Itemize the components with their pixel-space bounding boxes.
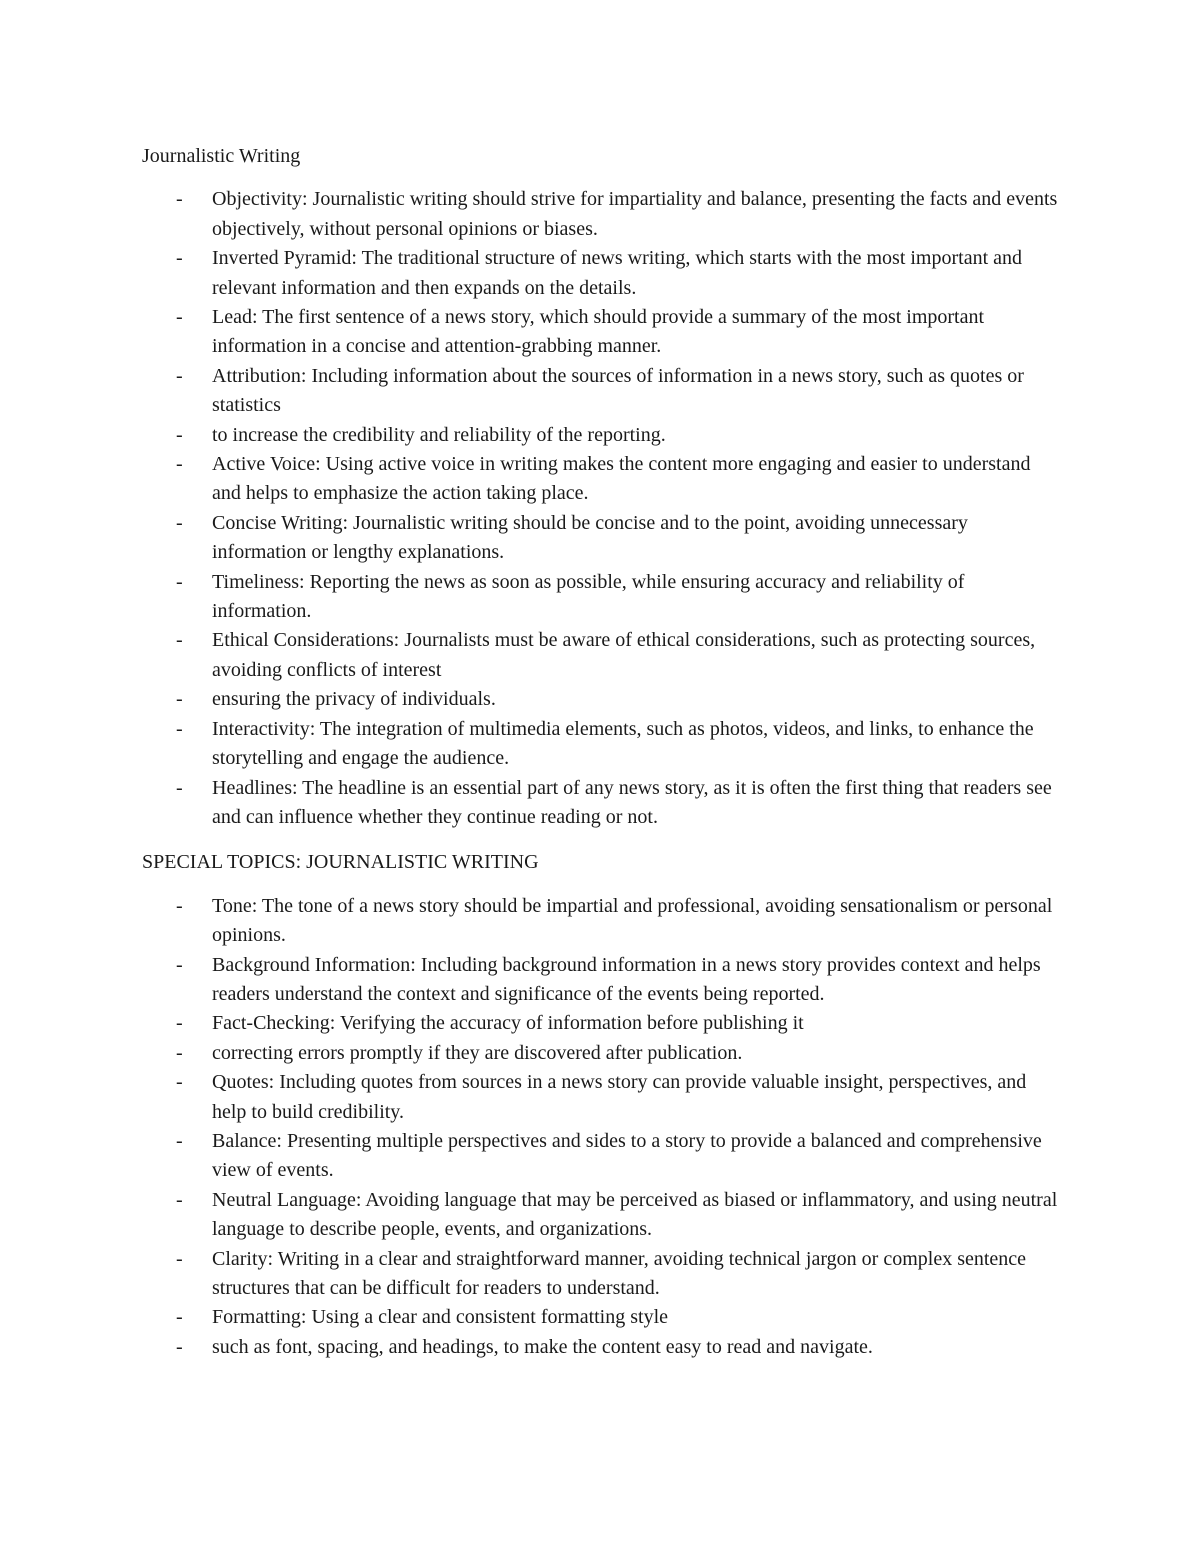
bullet-dash: - <box>176 188 183 211</box>
list-item <box>142 951 1062 1010</box>
bullet-dash: - <box>176 1012 183 1035</box>
bullet-dash: - <box>176 1188 183 1211</box>
section-heading: SPECIAL TOPICS: JOURNALISTIC WRITING <box>142 851 539 874</box>
bullet-dash: - <box>176 511 183 534</box>
list-item-text: Balance: Presenting multiple perspectives and sides to a story to provide a balanced and comprehensive view of events. <box>212 1129 1042 1182</box>
list-item-text: Timeliness: Reporting the news as soon as possible, while ensuring accuracy and reliability of information. <box>212 570 965 623</box>
list-item <box>142 1068 1062 1127</box>
bullet-dash: - <box>176 776 183 799</box>
list-item <box>142 715 1062 774</box>
bullet-dash: - <box>176 629 183 652</box>
list-item-text: Headlines: The headline is an essential part of any news story, as it is often the first thing that readers see and can influence whether they continue reading or not. <box>212 776 1052 828</box>
list-item <box>142 626 1062 685</box>
list-item <box>142 1127 1062 1186</box>
bullet-dash: - <box>176 453 183 476</box>
bullet-dash: - <box>176 570 183 593</box>
section-heading: Journalistic Writing <box>142 145 301 167</box>
bullet-dash: - <box>176 717 183 740</box>
bullet-dash: - <box>176 423 183 446</box>
list-item-text: ensuring the privacy of individuals. <box>212 688 496 711</box>
bullet-dash: - <box>176 1041 183 1064</box>
list-item-text: to increase the credibility and reliability of the reporting. <box>212 423 666 446</box>
list-item-text: Fact-Checking: Verifying the accuracy of information before publishing it <box>212 1012 804 1035</box>
list-item-text: Interactivity: The integration of multimedia elements, such as photos, videos, and links, to enhance the storytelling and engage the audience. <box>212 717 1034 770</box>
list-item-text: such as font, spacing, and headings, to make the content easy to read and navigate. <box>212 1335 873 1358</box>
bullet-dash: - <box>176 688 183 711</box>
list-item <box>142 450 1062 509</box>
list-item <box>142 568 1062 627</box>
list-item <box>142 509 1062 568</box>
bullet-dash: - <box>176 364 183 387</box>
list-item-text: Clarity: Writing in a clear and straightforward manner, avoiding technical jargon or complex sentence structures that can be difficult for readers to understand. <box>212 1247 1027 1299</box>
list-item-text: Objectivity: Journalistic writing should strive for impartiality and balance, presenting the facts and events objectively, without personal opinions or biases. <box>212 188 1058 240</box>
list-item <box>142 1009 1062 1038</box>
list-item <box>142 244 1062 303</box>
list-item-text: Active Voice: Using active voice in writing makes the content more engaging and easier to understand and helps to emphasize the action taking place. <box>212 453 1031 505</box>
bullet-dash: - <box>176 247 183 270</box>
bullet-dash: - <box>176 894 183 917</box>
bullet-dash: - <box>176 1129 183 1152</box>
list-item-text: Formatting: Using a clear and consistent formatting style <box>212 1306 669 1329</box>
bullet-list <box>142 185 1062 832</box>
bullet-dash: - <box>176 953 183 976</box>
list-item-text: correcting errors promptly if they are discovered after publication. <box>212 1041 743 1064</box>
bullet-dash: - <box>176 1247 183 1270</box>
section-journalistic-writing <box>142 142 1062 832</box>
document-body <box>142 142 1062 1362</box>
list-item <box>142 1303 1062 1332</box>
bullet-dash: - <box>176 1071 183 1094</box>
list-item <box>142 685 1062 714</box>
list-item <box>142 303 1062 362</box>
list-item <box>142 185 1062 244</box>
list-item-text: Neutral Language: Avoiding language that may be perceived as biased or inflammatory, and using neutral language to describe people, events, and organizations. <box>212 1188 1058 1241</box>
bullet-dash: - <box>176 306 183 329</box>
list-item <box>142 1333 1062 1362</box>
list-item-text: Ethical Considerations: Journalists must be aware of ethical considerations, such as protecting sources, avoiding conflicts of interest <box>212 629 1036 681</box>
list-item-text: Concise Writing: Journalistic writing should be concise and to the point, avoiding unnecessary information or lengthy explanations. <box>212 511 968 564</box>
list-item <box>142 421 1062 450</box>
list-item <box>142 774 1062 833</box>
bullet-dash: - <box>176 1306 183 1329</box>
list-item <box>142 1186 1062 1245</box>
list-item-text: Lead: The first sentence of a news story, which should provide a summary of the most important information in a concise and attention-grabbing manner. <box>212 306 985 358</box>
list-item-text: Attribution: Including information about the sources of information in a news story, such as quotes or statistics <box>212 364 1024 417</box>
list-item <box>142 1245 1062 1304</box>
list-item-text: Background Information: Including background information in a news story provides context and helps readers understand the context and significance of the events being reported. <box>212 953 1041 1005</box>
list-item-text: Quotes: Including quotes from sources in a news story can provide valuable insight, perspectives, and help to build credibility. <box>212 1071 1027 1123</box>
section-special-topics <box>142 848 1062 1362</box>
bullet-list <box>142 892 1062 1363</box>
list-item <box>142 1039 1062 1068</box>
list-item-text: Tone: The tone of a news story should be impartial and professional, avoiding sensationalism or personal opinions. <box>212 894 1053 947</box>
bullet-dash: - <box>176 1335 183 1358</box>
list-item <box>142 362 1062 421</box>
list-item <box>142 892 1062 951</box>
list-item-text: Inverted Pyramid: The traditional structure of news writing, which starts with the most important and relevant information and then expands on the details. <box>212 247 1023 299</box>
